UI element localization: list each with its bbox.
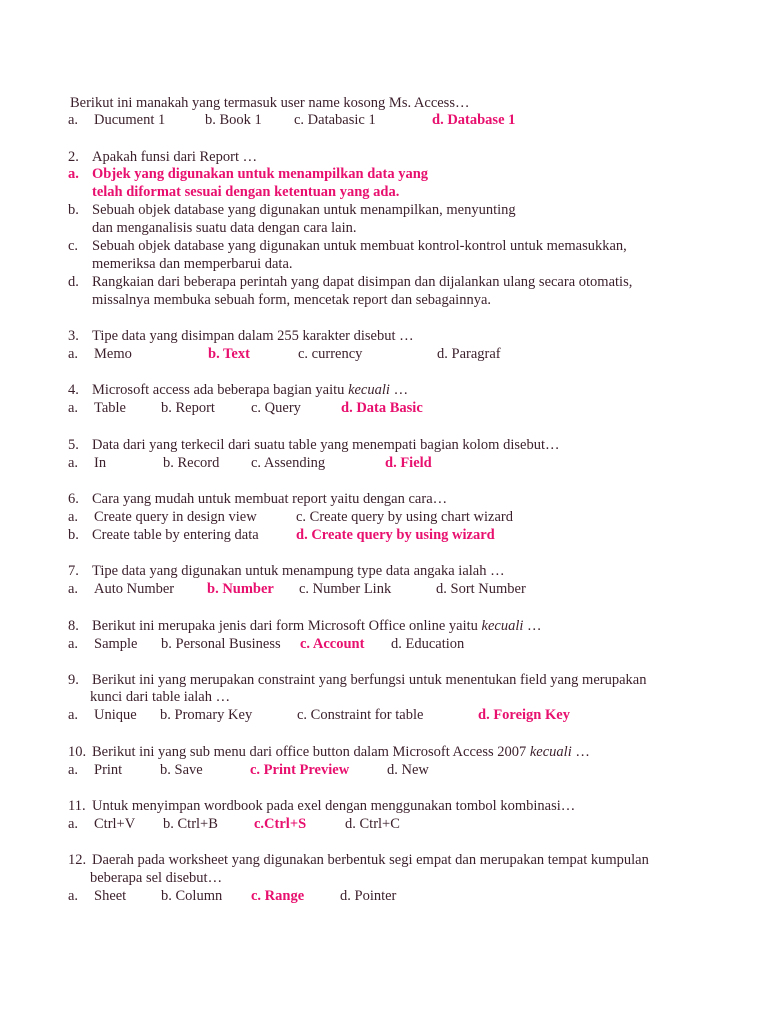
q2-question: Apakah funsi dari Report …: [92, 149, 258, 165]
q7-option-a: Auto Number: [94, 581, 175, 597]
q11-option-d: d. Ctrl+C: [345, 816, 400, 832]
q9-question-line2: kunci dari table ialah …: [90, 689, 231, 705]
q12-number: 12.: [68, 852, 87, 868]
q4-question: Microsoft access ada beberapa bagian yaitu: [92, 382, 345, 398]
q8-question-line: [92, 617, 542, 635]
q8-option-a-marker: a.: [68, 636, 79, 652]
q10-question: Berikut ini yang sub menu dari office button dalam Microsoft Access 2007: [92, 744, 527, 760]
q10-option-a: Print: [94, 762, 123, 778]
q8-option-b: b. Personal Business: [161, 636, 281, 652]
q4-question-line: [92, 381, 408, 399]
q10-option-b: b. Save: [160, 762, 203, 778]
q5-option-a: In: [94, 455, 107, 471]
q3-number: 3.: [68, 328, 79, 344]
q2-option-d-marker: d.: [68, 274, 79, 290]
q7-option-b-answer: b. Number: [207, 581, 274, 597]
q4-option-b: b. Report: [161, 400, 215, 416]
q1-question: Berikut ini manakah yang termasuk user name kosong Ms. Access…: [70, 95, 470, 111]
q6-option-b-marker: b.: [68, 527, 79, 543]
q2-option-c-marker: c.: [68, 238, 79, 254]
q8-option-a: Sample: [94, 636, 138, 652]
q6-option-a-marker: a.: [68, 509, 79, 525]
q12-question-line2: beberapa sel disebut…: [90, 870, 223, 886]
q2-option-d-line1: Rangkaian dari beberapa perintah yang dapat disimpan dan dijalankan ulang secara otomatis,: [92, 274, 633, 290]
q7-number: 7.: [68, 563, 79, 579]
q6-question: Cara yang mudah untuk membuat report yaitu dengan cara…: [92, 491, 448, 507]
q9-option-d-answer: d. Foreign Key: [478, 707, 570, 723]
q2-option-b-line1: Sebuah objek database yang digunakan untuk menampilkan, menyunting: [92, 202, 516, 218]
q10-question-ellipsis: …: [575, 744, 590, 760]
q10-question-line: [92, 743, 590, 761]
q8-question: Berikut ini merupaka jenis dari form Microsoft Office online yaitu: [92, 618, 478, 634]
q8-question-ellipsis: …: [527, 618, 542, 634]
q12-option-c-answer: c. Range: [251, 888, 305, 904]
q8-option-c-answer: c. Account: [300, 636, 365, 652]
q3-option-b-answer: b. Text: [208, 346, 250, 362]
q5-option-b: b. Record: [163, 455, 220, 471]
q4-number: 4.: [68, 382, 79, 398]
q7-question: Tipe data yang digunakan untuk menampung type data angaka ialah …: [92, 563, 505, 579]
q4-option-d-answer: d. Data Basic: [341, 400, 423, 416]
q2-option-c-line1: Sebuah objek database yang digunakan untuk membuat kontrol-kontrol untuk memasukkan,: [92, 238, 627, 254]
q4-question-emphasis: kecuali: [348, 382, 390, 398]
q10-number: 10.: [68, 744, 87, 760]
q6-option-c: c. Create query by using chart wizard: [296, 509, 514, 525]
q12-option-a: Sheet: [94, 888, 127, 904]
q9-option-a-marker: a.: [68, 707, 79, 723]
q10-option-a-marker: a.: [68, 762, 79, 778]
q3-option-c: c. currency: [298, 346, 363, 362]
q7-option-c: c. Number Link: [299, 581, 392, 597]
q5-option-c: c. Assending: [251, 455, 326, 471]
q2-number: 2.: [68, 149, 79, 165]
q12-option-d: d. Pointer: [340, 888, 397, 904]
q6-option-b: Create table by entering data: [92, 527, 259, 543]
q5-number: 5.: [68, 437, 79, 453]
q2-option-d-line2: missalnya membuka sebuah form, mencetak report dan sebagainnya.: [92, 292, 492, 308]
q2-option-b-marker: b.: [68, 202, 79, 218]
q7-option-a-marker: a.: [68, 581, 79, 597]
q3-option-a: Memo: [94, 346, 132, 362]
q11-option-a-marker: a.: [68, 816, 79, 832]
q4-option-a: Table: [94, 400, 126, 416]
q1-option-a: Ducument 1: [94, 112, 166, 128]
q11-option-b: b. Ctrl+B: [163, 816, 218, 832]
q2-option-a-answer-line1: Objek yang digunakan untuk menampilkan data yang: [92, 166, 429, 182]
q12-question-line1: Daerah pada worksheet yang digunakan berbentuk segi empat dan merupakan tempat kumpulan: [92, 852, 649, 868]
q7-option-d: d. Sort Number: [436, 581, 526, 597]
q1-option-b: b. Book 1: [205, 112, 262, 128]
q3-option-a-marker: a.: [68, 346, 79, 362]
q6-option-a: Create query in design view: [94, 509, 257, 525]
q12-option-a-marker: a.: [68, 888, 79, 904]
q5-option-d-answer: d. Field: [385, 455, 432, 471]
q2-option-c-line2: memeriksa dan memperbarui data.: [92, 256, 293, 272]
q4-option-c: c. Query: [251, 400, 301, 416]
q4-option-a-marker: a.: [68, 400, 79, 416]
q3-question: Tipe data yang disimpan dalam 255 karakter disebut …: [92, 328, 414, 344]
q2-option-b-line2: dan menganalisis suatu data dengan cara lain.: [92, 220, 357, 236]
q10-question-emphasis: kecuali: [529, 744, 572, 760]
q8-number: 8.: [68, 618, 79, 634]
q9-option-c: c. Constraint for table: [297, 707, 424, 723]
q8-question-emphasis: kecuali: [481, 618, 524, 634]
q6-option-d-answer: d. Create query by using wizard: [296, 527, 495, 543]
q3-option-d: d. Paragraf: [437, 346, 501, 362]
q1-option-c: c. Databasic 1: [294, 112, 376, 128]
q10-option-c-answer: c. Print Preview: [250, 762, 350, 778]
q12-option-b: b. Column: [161, 888, 223, 904]
q9-question-line1: Berikut ini yang merupakan constraint yang berfungsi untuk menentukan field yang merupakan: [92, 672, 647, 688]
q11-option-a: Ctrl+V: [94, 816, 136, 832]
q9-number: 9.: [68, 672, 79, 688]
q5-question: Data dari yang terkecil dari suatu table yang menempati bagian kolom disebut…: [92, 437, 560, 453]
q11-option-c-answer: c.Ctrl+S: [254, 816, 307, 832]
q9-option-a: Unique: [94, 707, 137, 723]
q8-option-d: d. Education: [391, 636, 465, 652]
q11-number: 11.: [68, 798, 86, 814]
q10-option-d: d. New: [387, 762, 429, 778]
q6-number: 6.: [68, 491, 79, 507]
q2-option-a-answer-line2: telah diformat sesuai dengan ketentuan yang ada.: [92, 184, 400, 200]
q11-question: Untuk menyimpan wordbook pada exel dengan menggunakan tombol kombinasi…: [92, 798, 576, 814]
q1-option-a-marker: a.: [68, 112, 79, 128]
q1-option-d-answer: d. Database 1: [432, 112, 516, 128]
q2-option-a-marker: a.: [68, 166, 79, 182]
q5-option-a-marker: a.: [68, 455, 79, 471]
q4-question-ellipsis: …: [393, 382, 409, 398]
q9-option-b: b. Promary Key: [160, 707, 253, 723]
